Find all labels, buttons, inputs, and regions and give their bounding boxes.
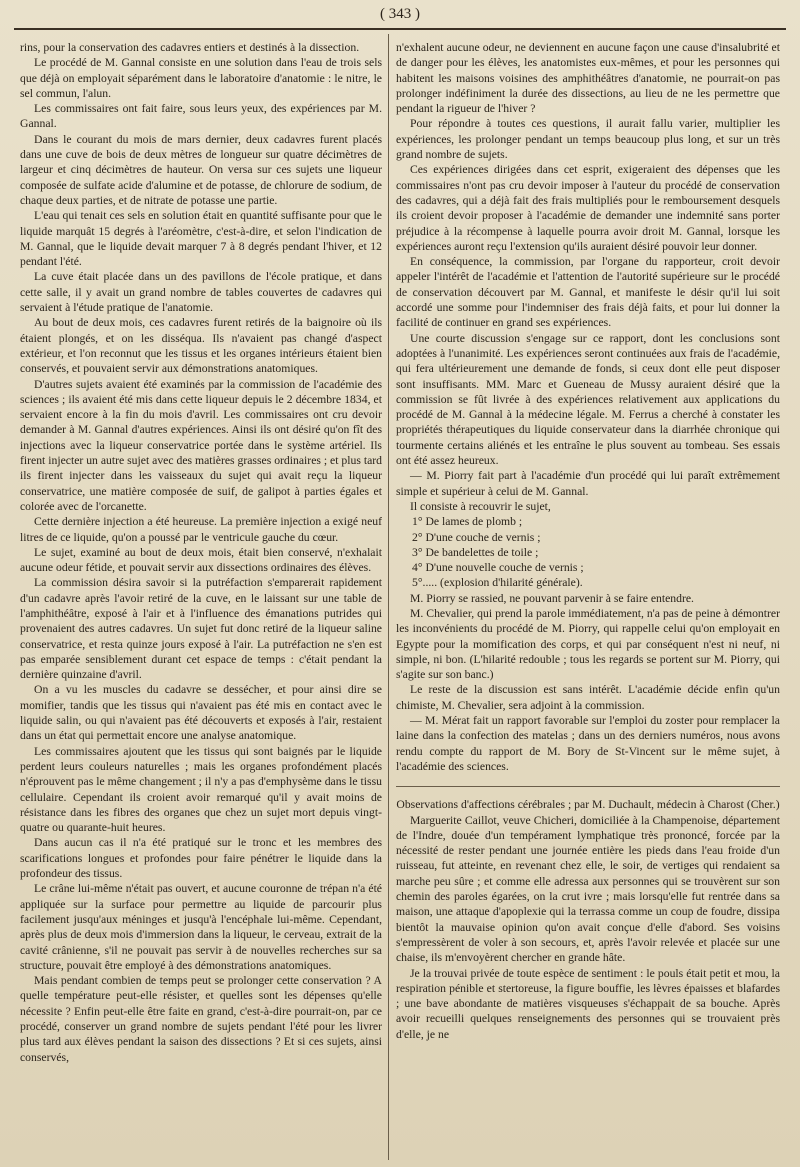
paragraph: Cette dernière injection a été heureuse. La première injection a exigé neuf litres de ce liquide, qu'on a poussé par le ventricule gauche du cœur.: [20, 515, 382, 544]
paragraph: Le crâne lui-même n'était pas ouvert, et aucune couronne de trépan n'a été appliquée sur la surface pour permettre au liquide de parcourir plus facilement jusqu'aux méninges et jusqu'à l'encéphale lui-même. Cependant, après plus de deux mois d'immersion dans la liqueur, le cerveau, extrait de la cavité crânienne, s'il ne pouvait pas servir à de nouvelles recherches sur sa structure, pouvait être employé à des démonstrations anatomiques.: [20, 882, 382, 972]
paragraph: Les commissaires ajoutent que les tissus qui sont baignés par le liquide perdent leurs couleurs naturelles ; mais les organes profondément placés n'éprouvent pas le même changement ; il n'y a pas d'emphysème dans le tissu cellulaire. Cependant ils croient avoir remarqué qu'il y avait moins de résistance dans les fibres des organes que chez un sujet mort depuis vingt-quatre ou quarante-huit heures.: [20, 744, 382, 835]
paragraph: Le sujet, examiné au bout de deux mois, était bien conservé, n'exhalait aucune odeur fétide, et pouvait servir aux dissections ordinaires des élèves.: [20, 545, 382, 575]
paragraph: Une courte discussion s'engage sur ce rapport, dont les conclusions sont adoptées à l'unanimité. Les expériences seront continuées aux frais de l'académie, qui fera ultérieurement une demande de fonds, si ceux dont elle peut disposer sont insuffisants. MM. Marc et Gueneau de Mussy auraient désiré que la commission se fût livrée à des expériences relativement aux applications du procédé de M. Gannal à la médecine légale. M. Ferrus a cherché à constater les propriétés thérapeutiques du liquide conservateur dans la diarrhée chronique qui tourmente certains aliénés et les entraîne le plus souvent au tombeau. Ses essais ont été assez heureux.: [396, 331, 780, 468]
paragraph: Dans aucun cas il n'a été pratiqué sur le tronc et les membres des scarifications longues et profondes pour faire pénétrer le liquide dans la profondeur des tissus.: [20, 836, 382, 881]
paragraph: 5°..... (explosion d'hilarité générale).: [412, 576, 583, 590]
paragraph: On a vu les muscles du cadavre se dessécher, et pour ainsi dire se momifier, tandis que les tissus qui n'avaient pas été mis en contact avec le liquide salin, ou qui n'avaient pas été découverts et exposés à l'air, restaient dans un état qui permettait encore une analyse anatomique.: [20, 683, 382, 743]
paragraph: Marguerite Caillot, veuve Chicheri, domiciliée à la Champenoise, département de l'Indre, douée d'un tempérament lymphatique très prononcé, forcée par la nécessité de rester pendant une journée entière les pieds dans l'eau froide d'un ruisseau, fut atteinte, en revenant chez elle, le soir, de vertiges qui rendaient sa marche peu sûre ; et comme elle adressa aux personnes qui se trouvèrent sur son chemin des paroles égarées, on la crut ivre ; mais lorsqu'elle fut rentrée dans sa maison, une attaque d'apoplexie qui la terrassa comme un coup de foudre, dissipa bientôt la mauvaise opinion qu'on avait conçue d'elle d'abord. Ses voisins s'empressèrent de voler à son secours, et, après l'avoir relevée et placée sur une chaise, ils m'envoyèrent chercher en grande hâte.: [396, 813, 780, 965]
paragraph: 1° De lames de plomb ;: [412, 515, 523, 529]
column-divider: [388, 34, 389, 1160]
paragraph: Ces expériences dirigées dans cet esprit, exigeraient des dépenses que les commissaires n'ont pas cru devoir imposer à l'auteur du procédé de conservation des cadavres, qui a déjà fait des frais multipliés pour le remboursement desquels ils croient devoir proposer à l'académie de demander une indemnité sans porter préjudice à la récompense à laquelle pourra avoir droit M. Gannal, lorsque les expériences auront reçu l'extension qu'ils auraient désiré pouvoir leur donner.: [396, 163, 780, 253]
left-column: [20, 40, 382, 1160]
paragraph: — M. Piorry fait part à l'académie d'un procédé qui lui paraît extrêmement simple et supérieur à celui de M. Gannal.: [396, 469, 780, 498]
paragraph: Dans le courant du mois de mars dernier, deux cadavres furent placés dans une cuve de bois de deux mètres de longueur sur quatre décimètres de largeur et cinq décimètres de hauteur. On versa sur ces sujets une liqueur composée de sulfate acide d'alumine et de potasse, de chlorure de sodium, de chaque deux parties, et de nitrate de potasse une partie.: [20, 132, 382, 207]
paragraph: M. Chevalier, qui prend la parole immédiatement, n'a pas de peine à démontrer les inconvénients du procédé de M. Piorry, qui rappelle celui qu'on employait en Egypte pour la momification des corps, et qui par conséquent n'est ni neuf, ni simple, ni bon. (L'hilarité redouble ; tous les regards se portent sur M. Piorry, qui s'agite sur son banc.): [396, 606, 780, 682]
paragraph: Pour répondre à toutes ces questions, il aurait fallu varier, multiplier les expériences, les prolonger pendant un temps beaucoup plus long, et sur un très grand nombre de sujets.: [396, 117, 780, 162]
paragraph: D'autres sujets avaient été examinés par la commission de l'académie des sciences ; ils avaient été mis dans cette liqueur depuis le 2 décembre 1834, et servaient encore à la fin du mois d'avril. Les commissaires ont cru devoir demander à M. Gannal d'autres expériences. Ainsi ils ont désiré qu'on fît des injections avec la liqueur conservatrice portée dans le système artériel. Ils firent injecter un autre sujet avec des matières grasses ordinaires ; et plus tard ils firent injecter dans les vaisseaux du sujet qui avait reçu la liqueur conservatrice, une matière composée de suif, de galipot à parties égales et colorée avec de l'orcanette.: [20, 377, 382, 513]
paragraph: n'exhalent aucune odeur, ne deviennent en aucune façon une cause d'insalubrité et de danger pour les élèves, les anatomistes eux-mêmes, et pour les personnes qui habitent les maisons voisines des amphithéâtres d'anatomie, ne pourrait-on pas prolonger indéfiniment la durée des dissections, au lieu de ne les permettre que pendant la rigueur de l'hiver ?: [396, 41, 780, 116]
paragraph: Il consiste à recouvrir le sujet,: [410, 499, 551, 513]
paragraph: Les commissaires ont fait faire, sous leurs yeux, des expériences par M. Gannal.: [20, 102, 382, 131]
paragraph: Au bout de deux mois, ces cadavres furent retirés de la baignoire où ils étaient plongés, et on les disséqua. Ils n'avaient pas changé d'aspect extérieur, et l'on reconnut que les tissus et les organes intérieurs étaient bien conservés, et pouvaient servir aux démonstrations anatomiques.: [20, 316, 382, 376]
paragraph: 3° De bandelettes de toile ;: [412, 545, 539, 559]
paragraph: 2° D'une couche de vernis ;: [412, 530, 541, 544]
paragraph: 4° D'une nouvelle couche de vernis ;: [412, 561, 584, 575]
paragraph: Le reste de la discussion est sans intérêt. L'académie décide enfin qu'un chimiste, M. Chevalier, sera adjoint à la commission.: [396, 683, 780, 712]
paragraph: M. Piorry se rassied, ne pouvant parvenir à se faire entendre.: [410, 591, 694, 605]
page-number: ( 343 ): [380, 6, 420, 22]
right-column: [396, 40, 780, 1160]
section-separator: [396, 786, 780, 787]
header-rule: [14, 28, 786, 30]
paragraph: Le procédé de M. Gannal consiste en une solution dans l'eau de trois sels que déjà on employait séparément dans le laboratoire d'anatomie : le nitre, le sel commun, l'alun.: [20, 56, 382, 100]
paragraph: Mais pendant combien de temps peut se prolonger cette conservation ? A quelle température peut-elle résister, et quelles sont les dépenses qu'elle nécessite ? Enfin peut-elle être faite en grand, c'est-à-dire pourrait-on, par ce procédé, conserver un grand nombre de sujets pendant l'été pour les livrer plus tard aux élèves pendant la saison des dissections ? Et si ces sujets, ainsi conservés,: [20, 974, 382, 1064]
paragraph: — M. Mérat fait un rapport favorable sur l'emploi du zoster pour remplacer la laine dans la confection des matelas ; dans un des derniers numéros, nous avons rendu compte du rapport de M. Bory de St-Vincent sur le même sujet, à l'académie des sciences.: [396, 714, 780, 773]
paragraph: rins, pour la conservation des cadavres entiers et destinés à la dissection.: [20, 41, 360, 54]
paragraph: En conséquence, la commission, par l'organe du rapporteur, croit devoir appeler l'intérêt de l'académie et l'attention de l'autorité supérieure sur le procédé de conservation découvert par M. Gannal, et manifeste le désir qu'il lui soit accordé une somme pour l'indemniser des frais déjà faits, et pour lui donner la facilité de continuer en grand ses expériences.: [396, 255, 780, 330]
paragraph: Je la trouvai privée de toute espèce de sentiment : le pouls était petit et mou, la respiration pénible et stertoreuse, la figure bouffie, les lèvres épaisses et blafardes ; une bave abondante de matières visqueuses s'échappait de sa bouche. Après avoir recueilli quelques renseignements des personnes qui se trouvaient près d'elle, je ne: [396, 966, 780, 1041]
paragraph: La commission désira savoir si la putréfaction s'emparerait rapidement d'un cadavre après l'avoir retiré de la cuve, en le laissant sur une table de l'amphithéâtre, exposé à l'air et à l'influence des émanations putrides qui provenaient des autres cadavres. Un sujet fut donc retiré de la liqueur saline conservatrice, et resta quinze jours exposé à l'air. La putréfaction ne s'en est pas emparée sensiblement durant cet espace de temps : c'était pendant la dernière quinzaine d'avril.: [20, 576, 382, 682]
paragraph: La cuve était placée dans un des pavillons de l'école pratique, et dans cette salle, il y avait un grand nombre de tables couvertes de cadavres qui servaient à l'étude pratique de l'anatomie.: [20, 270, 382, 315]
paragraph: L'eau qui tenait ces sels en solution était en quantité suffisante pour que le liquide marquât 15 degrés à l'aréomètre, c'est-à-dire, et selon l'indication de M. Gannal, que le liquide devait marquer 7 à 8 degrés pendant l'hiver, et 12 pendant l'été.: [20, 209, 382, 269]
section-title: Observations d'affections cérébrales ; par M. Duchault, médecin à Charost (Cher.): [396, 798, 780, 812]
